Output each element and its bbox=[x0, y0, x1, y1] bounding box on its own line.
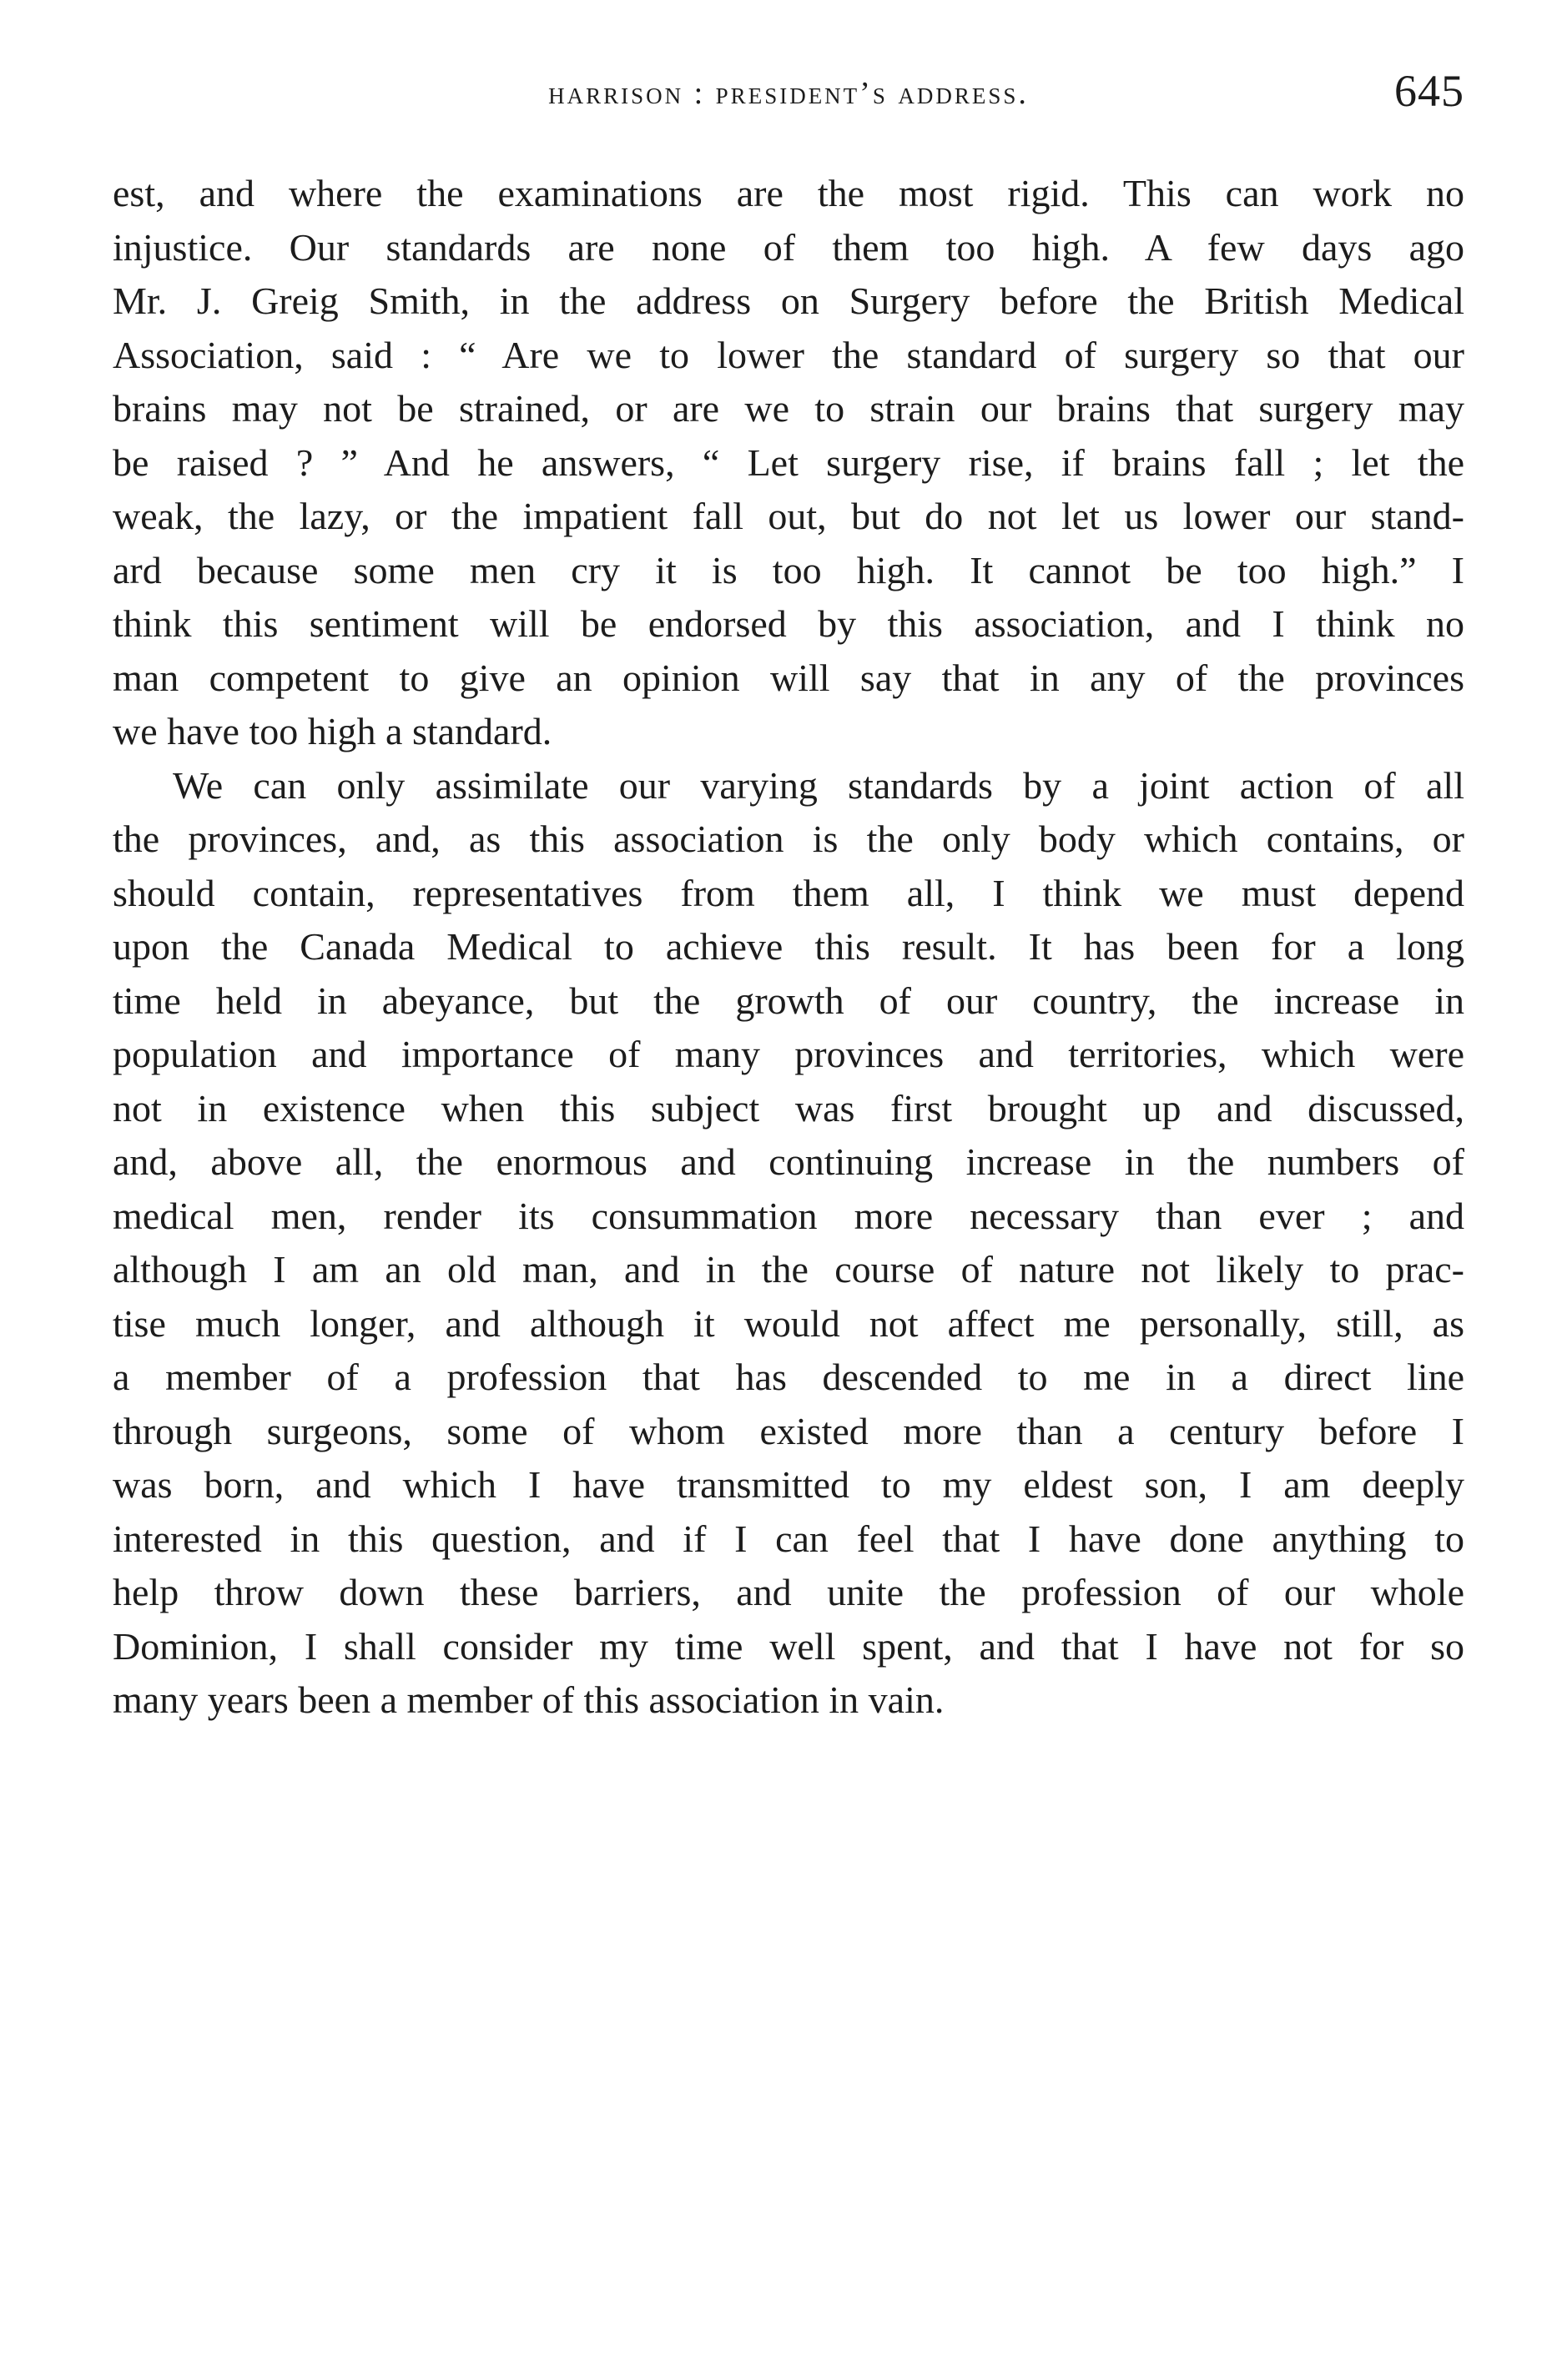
text-line: injustice. Our standards are none of them too high. A few days ago bbox=[113, 225, 1464, 269]
paragraph-last-line: we have too high a standard. bbox=[113, 710, 552, 752]
text-line: and, above all, the enormous and continuing increase in the numbers of bbox=[113, 1140, 1464, 1183]
text-line: est, and where the examinations are the most rigid. This can work no bbox=[113, 172, 1464, 214]
text-line: Association, said : “ Are we to lower the standard of surgery so that our bbox=[113, 333, 1464, 376]
text-line: ard because some men cry it is too high. It cannot be too high.” I bbox=[113, 548, 1464, 591]
text-line: the provinces, and, as this association is the only body which contains, or bbox=[113, 818, 1464, 860]
text-line: tise much longer, and although it would not affect me personally, still, as bbox=[113, 1301, 1464, 1345]
text-line: think this sentiment will be endorsed by this association, and I think no bbox=[113, 602, 1464, 645]
text-line: not in existence when this subject was first brought up and discussed, bbox=[113, 1086, 1464, 1130]
text-line: a member of a profession that has descended to me in a direct line bbox=[113, 1356, 1464, 1398]
text-line: brains may not be strained, or are we to strain our brains that surgery may bbox=[113, 387, 1464, 430]
page-number: 645 bbox=[1394, 66, 1464, 116]
text-line: should contain, representatives from them all, I think we must depend bbox=[113, 871, 1464, 914]
text-line: man competent to give an opinion will say that in any of the provinces bbox=[113, 656, 1464, 699]
text-line: population and importance of many provinces and territories, which were bbox=[113, 1033, 1464, 1075]
running-title: harrison : president’s address. bbox=[548, 76, 1029, 111]
text-line: Mr. J. Greig Smith, in the address on Surgery before the British Medical bbox=[113, 279, 1464, 322]
text-line: although I am an old man, and in the course of nature not likely to prac- bbox=[113, 1248, 1464, 1291]
running-head bbox=[113, 65, 1464, 132]
text-line: help throw down these barriers, and unite the profession of our whole bbox=[113, 1571, 1464, 1613]
text-line: Dominion, I shall consider my time well spent, and that I have not for so bbox=[113, 1624, 1464, 1668]
body-text bbox=[113, 167, 1464, 1728]
paragraph-last-line: many years been a member of this association in vain. bbox=[113, 1678, 945, 1721]
text-line: time held in abeyance, but the growth of our country, the increase in bbox=[113, 979, 1464, 1022]
text-line: be raised ? ” And he answers, “ Let surgery rise, if brains fall ; let the bbox=[113, 440, 1464, 484]
text-line: upon the Canada Medical to achieve this result. It has been for a long bbox=[113, 925, 1464, 968]
text-line: through surgeons, some of whom existed more than a century before I bbox=[113, 1409, 1464, 1452]
paragraph-first-line: We can only assimilate our varying standards by a joint action of all bbox=[173, 763, 1464, 807]
text-line: interested in this question, and if I can feel that I have done anything to bbox=[113, 1517, 1464, 1560]
text-line: weak, the lazy, or the impatient fall out, but do not let us lower our stand- bbox=[113, 495, 1464, 537]
text-line: medical men, render its consummation more necessary than ever ; and bbox=[113, 1194, 1464, 1237]
text-line: was born, and which I have transmitted to my eldest son, I am deeply bbox=[113, 1463, 1464, 1506]
